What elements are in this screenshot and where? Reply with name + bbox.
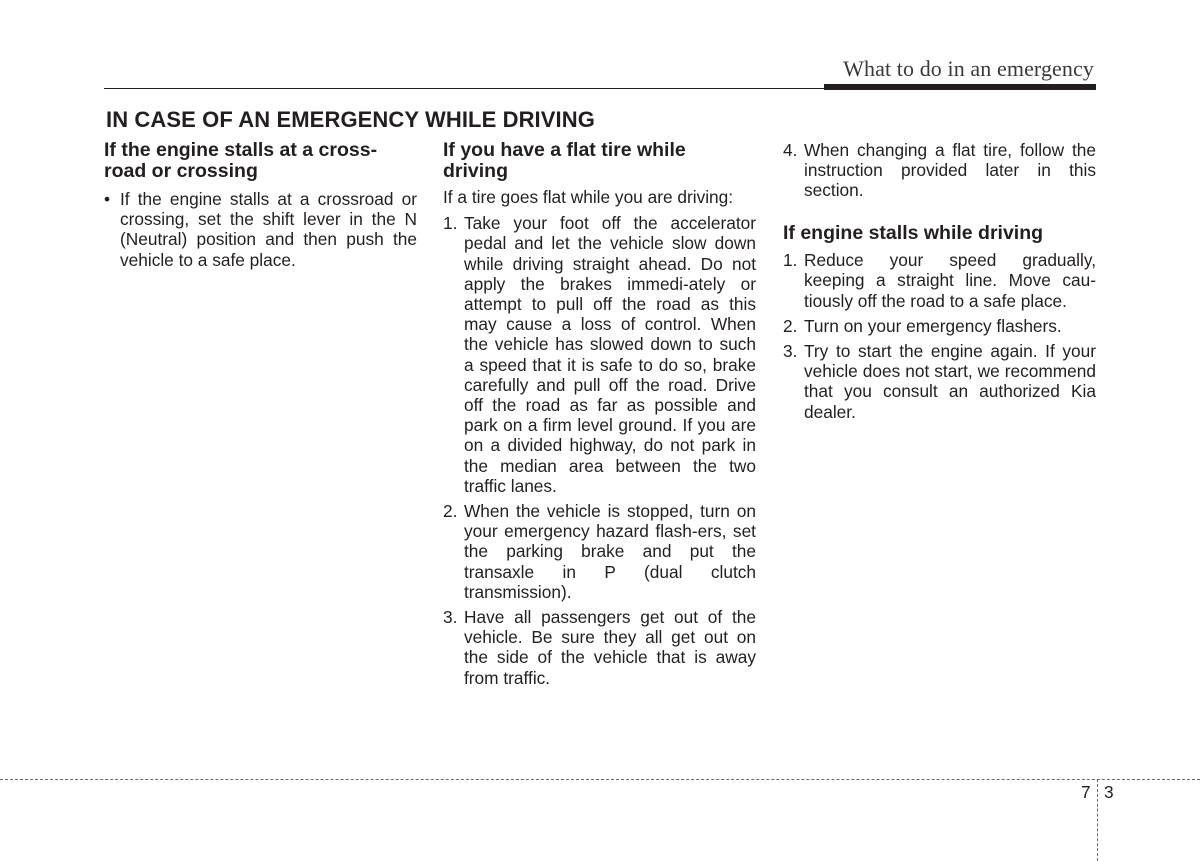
- intro-text: If a tire goes flat while you are driving:: [443, 187, 734, 207]
- section-title: IN CASE OF AN EMERGENCY WHILE DRIVING: [106, 107, 595, 132]
- numbered-list: [443, 213, 756, 688]
- list-item: [783, 341, 1096, 422]
- step-text: Turn on your emergency flashers.: [804, 315, 1062, 336]
- step-number: 2.: [783, 315, 798, 336]
- page-number-divider: [1097, 779, 1098, 861]
- step-number: 3.: [443, 607, 458, 628]
- list-item: [783, 250, 1096, 311]
- list-item: [443, 607, 756, 688]
- header-rule-accent: [824, 84, 1096, 90]
- step-number: 4.: [783, 140, 798, 160]
- step-text: Take your foot off the accelerator pedal and let the vehicle slow down while driving straight ahead. Do not apply the brakes immedi-ately or attempt to pull off the road as this may cause a loss of control. When the vehicle has slowed down to such a speed that it is safe to do so, brake carefully and pull off the road. Drive off the road as far as possible and park on a firm level ground. If you are on a divided highway, do not park in the median area between the two traffic lanes.: [464, 213, 756, 496]
- list-item: [104, 189, 417, 270]
- step-text: Reduce your speed gradually, keeping a straight line. Move cau-tiously off the road to a safe place.: [804, 250, 1096, 311]
- step-text: When the vehicle is stopped, turn on your emergency hazard flash-ers, set the parking brake and put the transaxle in P (dual clutch transmission).: [464, 501, 756, 602]
- step-number: 3.: [783, 340, 798, 361]
- step-text: Have all passengers get out of the vehicle. Be sure they all get out on the side of the vehicle that is away from traffic.: [464, 607, 756, 688]
- list-item-text: If the engine stalls at a crossroad or crossing, set the shift lever in the N (Neutral) position and then push the vehicle to a safe place.: [120, 189, 417, 270]
- page-number: 3: [1104, 782, 1114, 802]
- chapter-number: 7: [1081, 782, 1091, 802]
- numbered-list-continued: [783, 140, 1096, 201]
- list-item: [783, 140, 1096, 201]
- step-number: 1.: [783, 250, 798, 271]
- heading-engine-stalls-crossing: If the engine stalls at a cross- road or crossing: [104, 139, 378, 182]
- bullet-icon: •: [104, 189, 111, 209]
- heading-flat-tire: If you have a flat tire while driving: [443, 139, 686, 182]
- step-text: When changing a flat tire, follow the instruction provided later in this section.: [804, 140, 1096, 201]
- list-item: [783, 316, 1096, 336]
- column-continued: [783, 140, 1096, 427]
- list-item: [443, 501, 756, 602]
- column-flat-tire: [443, 140, 756, 693]
- list-item: [443, 213, 756, 496]
- step-number: 1.: [443, 213, 458, 234]
- footer-divider: [0, 779, 1200, 780]
- numbered-list: [783, 250, 1096, 422]
- chapter-title: What to do in an emergency: [843, 56, 1094, 81]
- step-number: 2.: [443, 501, 458, 522]
- column-engine-stalls-crossing: [104, 140, 417, 275]
- bullet-list: [104, 189, 417, 270]
- heading-engine-stalls-driving: If engine stalls while driving: [783, 221, 1044, 244]
- step-text: Try to start the engine again. If your vehicle does not start, we recommend that you consult an authorized Kia dealer.: [804, 340, 1096, 422]
